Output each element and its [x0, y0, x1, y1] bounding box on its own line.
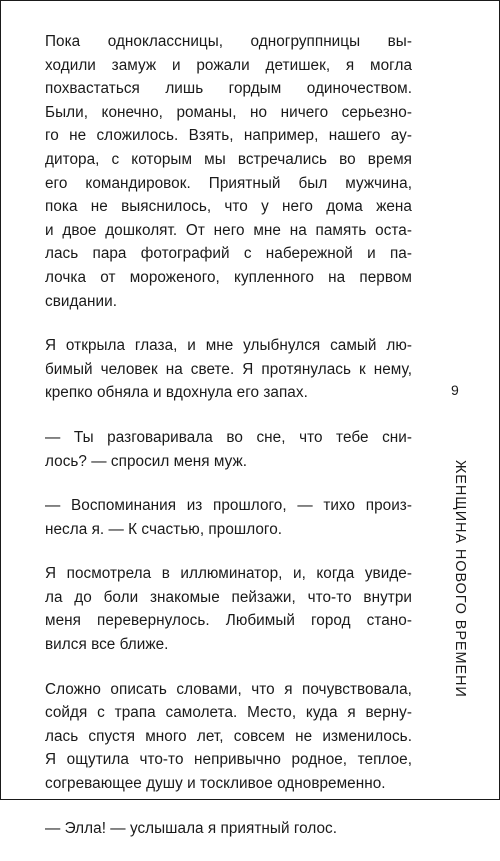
text-line: ходили замуж и рожали детишек, я могла — [45, 56, 412, 74]
paragraph-5 — [45, 562, 412, 656]
page-number: 9 — [451, 382, 459, 398]
text-line: бимый человек на свете. Я протянулась к нему, — [45, 360, 412, 378]
paragraph-4 — [45, 494, 412, 541]
paragraph-6 — [45, 678, 412, 796]
text-column — [45, 30, 412, 861]
running-title: ЖЕНЩИНА НОВОГО ВРЕМЕНИ — [452, 460, 468, 698]
text-line: Я посмотрела в иллюминатор, и, когда увиде- — [45, 565, 412, 583]
paragraph-7 — [45, 817, 412, 841]
text-line: лась пара фотографий с набережной и па- — [45, 245, 412, 263]
text-line: го не сложилось. Взять, например, нашего ау- — [45, 127, 412, 145]
text-line: пока не выяснилось, что у него дома жена — [45, 198, 412, 216]
text-line: — Ты разговаривала во сне, что тебе сни- — [45, 428, 412, 446]
text-line: лось? — спросил меня муж. — [45, 452, 248, 470]
text-line: и двое дошколят. От него мне на память оста- — [45, 221, 412, 239]
text-line: согревающее душу и тоскливое одновременно. — [45, 775, 386, 793]
text-line: — Элла! — услышала я приятный голос. — [45, 819, 338, 837]
text-line: Я ощутила что-то непривычно родное, теплое, — [45, 751, 412, 769]
text-line: лась спустя много лет, совсем не изменилось. — [45, 727, 412, 745]
text-line: Сложно описать словами, что я почувствовала, — [45, 680, 412, 698]
text-line: ла до боли знакомые пейзажи, что-то внутри — [45, 588, 412, 606]
text-line: крепко обняла и вдохнула его запах. — [45, 384, 308, 402]
text-line: несла я. — К счастью, прошлого. — [45, 520, 283, 538]
text-line: Были, конечно, романы, но ничего серьезно- — [45, 103, 412, 121]
text-line: меня перевернулось. Любимый город стано- — [45, 612, 412, 630]
paragraph-1 — [45, 30, 412, 313]
text-line: похвастаться лишь гордым одиночеством. — [45, 80, 412, 98]
text-line: — Воспоминания из прошлого, — тихо произ- — [45, 497, 412, 515]
text-line: Я открыла глаза, и мне улыбнулся самый лю- — [45, 337, 412, 355]
paragraph-3 — [45, 426, 412, 473]
text-line: Пока одноклассницы, одногруппницы вы- — [45, 33, 412, 50]
text-line: его командировок. Приятный был мужчина, — [45, 174, 412, 192]
text-line: лочка от мороженого, купленного на первом — [45, 268, 412, 286]
paragraph-2 — [45, 334, 412, 405]
text-line: свидании. — [45, 292, 117, 310]
text-line: вился все ближе. — [45, 636, 169, 654]
text-line: сойдя с трапа самолета. Место, куда я верну- — [45, 704, 412, 722]
text-line: дитора, с которым мы встречались во время — [45, 150, 412, 168]
